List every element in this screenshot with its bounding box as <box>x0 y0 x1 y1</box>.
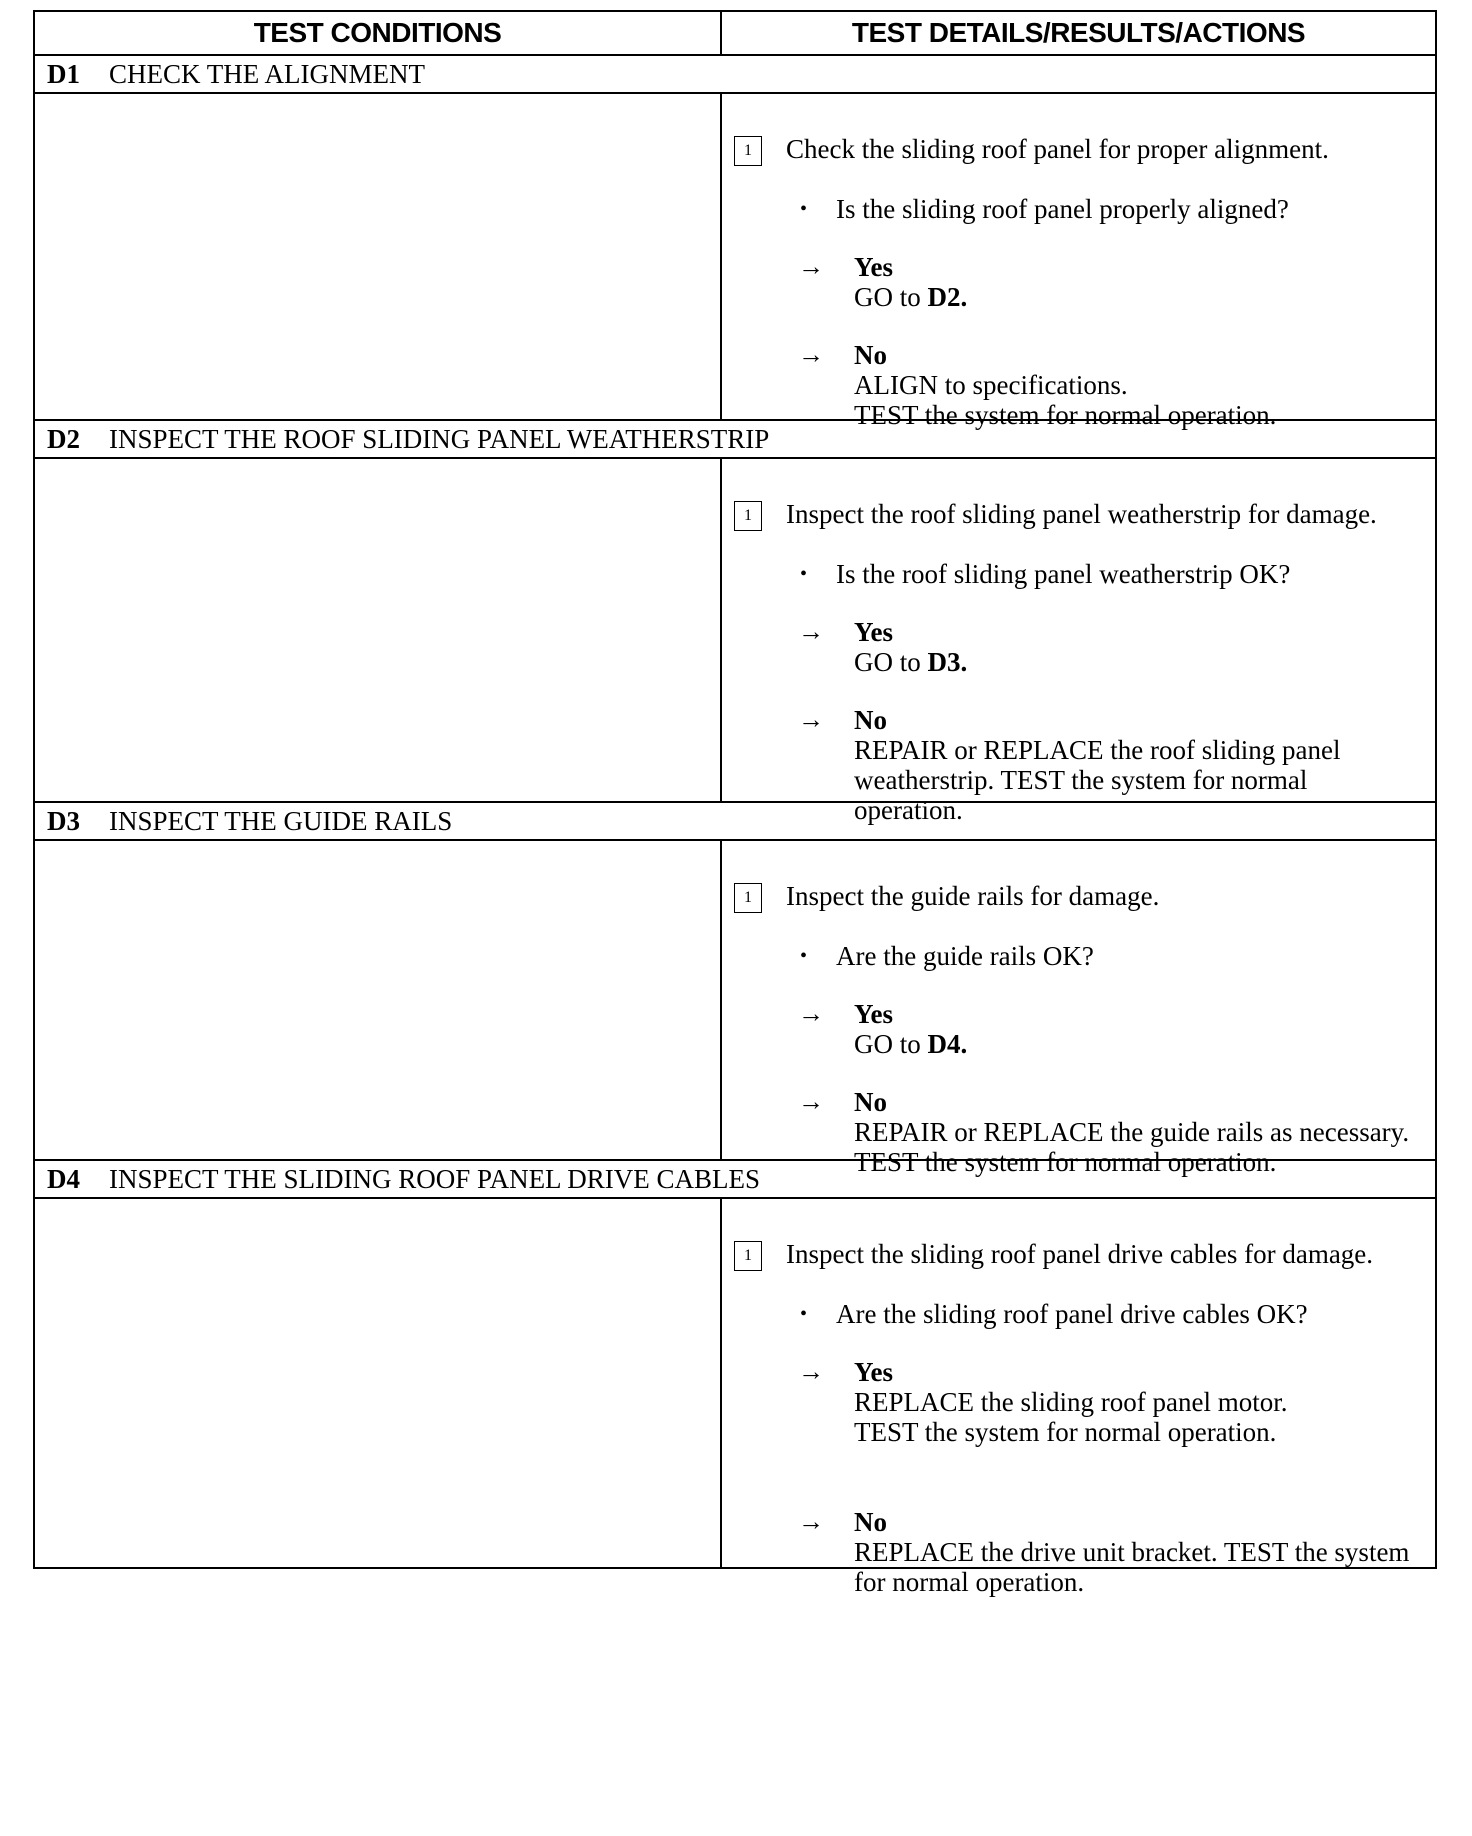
bullet-icon: • <box>800 198 808 220</box>
yes-action <box>854 282 1415 312</box>
question-text: Are the sliding roof panel drive cables OK? <box>836 1299 1308 1329</box>
yes-label: Yes <box>854 617 893 647</box>
step-number-box: 1 <box>734 1241 762 1271</box>
arrow-right-icon: → <box>798 617 824 646</box>
yes-label: Yes <box>854 999 893 1029</box>
section-body-d3 <box>35 841 1435 1177</box>
answer-no <box>734 705 1415 825</box>
step-row <box>734 499 1415 531</box>
arrow-right-icon: → <box>798 252 824 281</box>
section-title-d1 <box>35 56 1435 94</box>
section-code: D2 <box>47 423 80 454</box>
test-conditions-cell <box>35 94 722 419</box>
section-body-d4 <box>35 1199 1435 1597</box>
yes-action-text: GO to <box>854 1029 921 1059</box>
section-heading: CHECK THE ALIGNMENT <box>109 58 425 89</box>
step-text: Inspect the roof sliding panel weatherstrip for damage. <box>786 499 1377 529</box>
question-row <box>734 559 1415 589</box>
step-number-box: 1 <box>734 501 762 531</box>
answer-yes <box>734 999 1415 1059</box>
step-row <box>734 1239 1415 1271</box>
question-row <box>734 941 1415 971</box>
step-row <box>734 881 1415 913</box>
answer-no <box>734 1507 1415 1597</box>
header-test-conditions: TEST CONDITIONS <box>35 12 722 54</box>
bullet-icon: • <box>800 563 808 585</box>
no-action: REPAIR or REPLACE the roof sliding panel weatherstrip. TEST the system for normal operation. <box>854 735 1341 825</box>
arrow-right-icon: → <box>798 1357 824 1386</box>
question-row <box>734 1299 1415 1329</box>
test-details-cell <box>722 459 1435 825</box>
section-code: D4 <box>47 1163 80 1194</box>
test-details-cell <box>722 94 1435 430</box>
arrow-right-icon: → <box>798 340 824 369</box>
answer-yes <box>734 1357 1415 1447</box>
no-action: REPAIR or REPLACE the guide rails as necessary. TEST the system for normal operation. <box>854 1117 1410 1177</box>
answer-no <box>734 340 1415 430</box>
header-test-details: TEST DETAILS/RESULTS/ACTIONS <box>851 17 1306 48</box>
bullet-icon: • <box>800 1303 808 1325</box>
test-conditions-cell <box>35 1199 722 1567</box>
step-text: Inspect the guide rails for damage. <box>786 881 1160 911</box>
yes-target: D4. <box>927 1029 968 1059</box>
no-label: No <box>854 340 887 370</box>
arrow-right-icon: → <box>798 705 824 734</box>
step-number-box: 1 <box>734 136 762 166</box>
no-action: REPLACE the drive unit bracket. TEST the system for normal operation. <box>854 1537 1410 1597</box>
yes-target: D3. <box>927 647 968 677</box>
yes-action-text: REPLACE the sliding roof panel motor. TEST the system for normal operation. <box>854 1387 1288 1447</box>
yes-action <box>854 1029 1415 1059</box>
step-row <box>734 134 1415 166</box>
test-conditions-cell <box>35 841 722 1159</box>
yes-action <box>854 647 1415 677</box>
arrow-right-icon: → <box>798 1507 824 1536</box>
yes-target: D2. <box>927 282 968 312</box>
question-text: Is the sliding roof panel properly aligned? <box>836 194 1289 224</box>
question-text: Are the guide rails OK? <box>836 941 1094 971</box>
test-details-cell <box>722 841 1435 1177</box>
yes-action-text: GO to <box>854 647 921 677</box>
test-conditions-cell <box>35 459 722 801</box>
table-header <box>35 12 1435 56</box>
test-details-cell <box>722 1199 1435 1597</box>
section-body-d1 <box>35 94 1435 430</box>
section-heading: INSPECT THE SLIDING ROOF PANEL DRIVE CABLES <box>109 1163 761 1194</box>
no-action: ALIGN to specifications. TEST the system for normal operation. <box>854 370 1277 430</box>
step-text: Inspect the sliding roof panel drive cables for damage. <box>786 1239 1374 1269</box>
yes-action-text: GO to <box>854 282 921 312</box>
question-text: Is the roof sliding panel weatherstrip OK? <box>836 559 1291 589</box>
yes-action <box>854 1387 1415 1447</box>
answer-yes <box>734 252 1415 312</box>
yes-label: Yes <box>854 1357 893 1387</box>
bullet-icon: • <box>800 945 808 967</box>
yes-label: Yes <box>854 252 893 282</box>
section-heading: INSPECT THE GUIDE RAILS <box>109 805 453 836</box>
step-number-box: 1 <box>734 883 762 913</box>
section-heading: INSPECT THE ROOF SLIDING PANEL WEATHERSTRIP <box>109 423 770 454</box>
section-code: D1 <box>47 58 80 89</box>
arrow-right-icon: → <box>798 999 824 1028</box>
section-code: D3 <box>47 805 80 836</box>
answer-no <box>734 1087 1415 1177</box>
diagnostic-table <box>33 10 1437 1597</box>
arrow-right-icon: → <box>798 1087 824 1116</box>
no-label: No <box>854 1507 887 1537</box>
sections-container <box>35 56 1435 1597</box>
question-row <box>734 194 1415 224</box>
step-text: Check the sliding roof panel for proper alignment. <box>786 134 1329 164</box>
answer-yes <box>734 617 1415 677</box>
no-label: No <box>854 1087 887 1117</box>
no-label: No <box>854 705 887 735</box>
